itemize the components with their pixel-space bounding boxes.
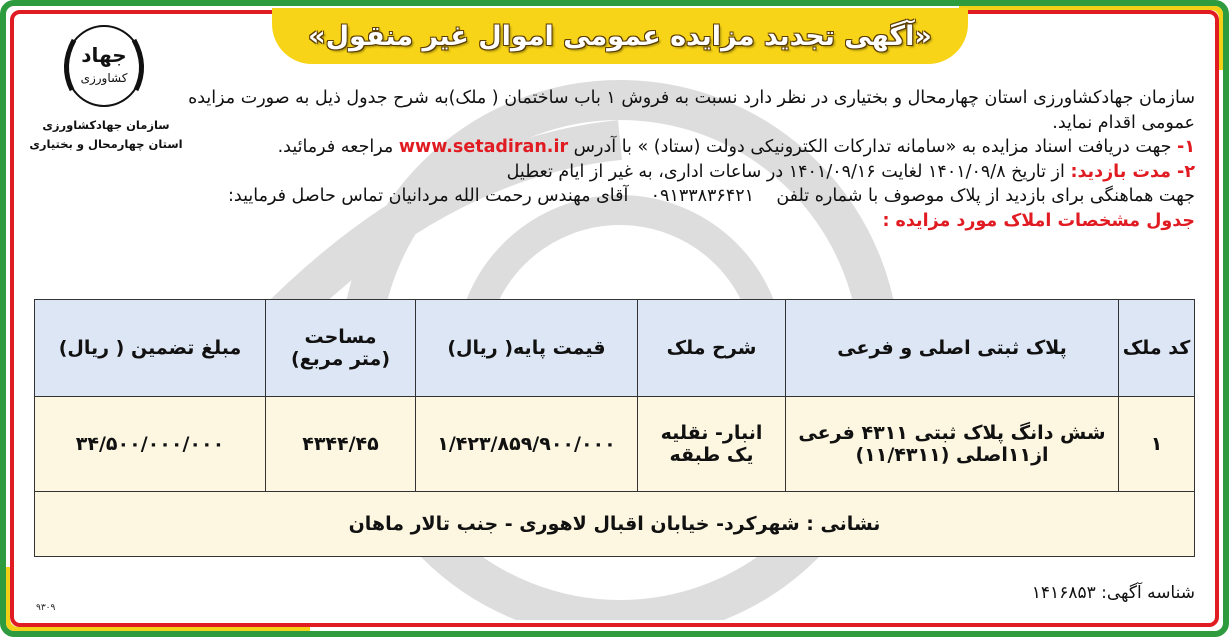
address-row [35, 492, 1195, 557]
contact-phone: ۰۹۱۳۳۸۳۶۴۲۱ [650, 186, 755, 206]
svg-text:جهاد: جهاد [81, 43, 127, 67]
table-row [35, 397, 1195, 492]
contact-text-a: جهت هماهنگی برای بازدید از پلاک موصوف با شماره تلفن [776, 186, 1195, 206]
cell-guarantee: ۳۴/۵۰۰/۰۰۰/۰۰۰ [35, 397, 266, 492]
col-desc: شرح ملک [638, 300, 786, 397]
announcement-body [155, 86, 1195, 233]
cell-plate [786, 397, 1119, 492]
corner-decoration-top [959, 0, 1229, 70]
cell-plate-line-1: شش دانگ پلاک ثبتی ۴۳۱۱ فرعی [798, 422, 1106, 444]
org-line-1: سازمان جهادکشاورزی [42, 118, 170, 132]
cell-desc-line-1: انبار- نقلیه [660, 422, 763, 444]
cell-desc [638, 397, 786, 492]
table-header-row [35, 300, 1195, 397]
cell-code: ۱ [1119, 397, 1195, 492]
page-title: «آگهی تجدید مزایده عمومی اموال غیر منقول» [308, 20, 932, 52]
item-1-text-b: مراجعه فرمائید. [277, 137, 394, 157]
cell-base-price: ۱/۴۲۳/۸۵۹/۹۰۰/۰۰۰ [416, 397, 638, 492]
item-1-number: ۱- [1177, 137, 1195, 157]
corner-decoration-bottom [0, 567, 310, 637]
title-banner [272, 8, 968, 64]
col-plate: پلاک ثبتی اصلی و فرعی [786, 300, 1119, 397]
setad-link[interactable]: www.setadiran.ir [398, 137, 569, 157]
col-code: کد ملک [1119, 300, 1195, 397]
cell-desc-line-2: یک طبقه [669, 444, 754, 466]
org-line-2: استان چهارمحال و بختیاری [29, 137, 183, 151]
cell-plate-line-2: از۱۱اصلی (۱۱/۴۳۱۱) [855, 444, 1049, 466]
col-base-price: قیمت پایه( ریال) [416, 300, 638, 397]
col-area-line-2: (متر مربع) [290, 348, 391, 370]
cell-address: نشانی : شهرکرد- خیابان اقبال لاهوری - جنب تالار ماهان [35, 492, 1195, 557]
jahad-keshavarzi-logo-icon [48, 20, 160, 110]
contact-line [155, 184, 1195, 209]
contact-text-b: آقای مهندس رحمت الله مردانیان تماس حاصل فرمایید: [228, 186, 629, 206]
item-1-text-a: جهت دریافت اسناد مزایده به «سامانه تدارکات الکترونیکی دولت (ستاد) » با آدرس [573, 137, 1172, 157]
auction-table [34, 299, 1195, 557]
table-heading: جدول مشخصات املاک مورد مزایده : [882, 210, 1195, 231]
item-2-label: ۲- مدت بازدید: [1070, 161, 1195, 182]
svg-text:کشاورزی: کشاورزی [80, 71, 128, 85]
ad-identifier: شناسه آگهی: ۱۴۱۶۸۵۳ [1031, 583, 1195, 603]
cell-area: ۴۳۴۴/۴۵ [266, 397, 416, 492]
col-guarantee: مبلغ تضمین ( ریال) [35, 300, 266, 397]
small-code: ۹۳۰۹ [36, 603, 56, 613]
item-2-text: از تاریخ ۱۴۰۱/۰۹/۸ لغایت ۱۴۰۱/۰۹/۱۶ در ساعات اداری، به غیر از ایام تعطیل [506, 161, 1065, 182]
item-2 [155, 160, 1195, 185]
intro-paragraph: سازمان جهادکشاورزی استان چهارمحال و بختیاری در نظر دارد نسبت به فروش ۱ باب ساختمان ( ملک)به شرح جدول ذیل به صورت مزایده عمومی اقدام نماید. [188, 88, 1195, 133]
col-area [266, 300, 416, 397]
col-area-line-1: مساحت [304, 326, 377, 348]
item-1 [155, 135, 1195, 160]
